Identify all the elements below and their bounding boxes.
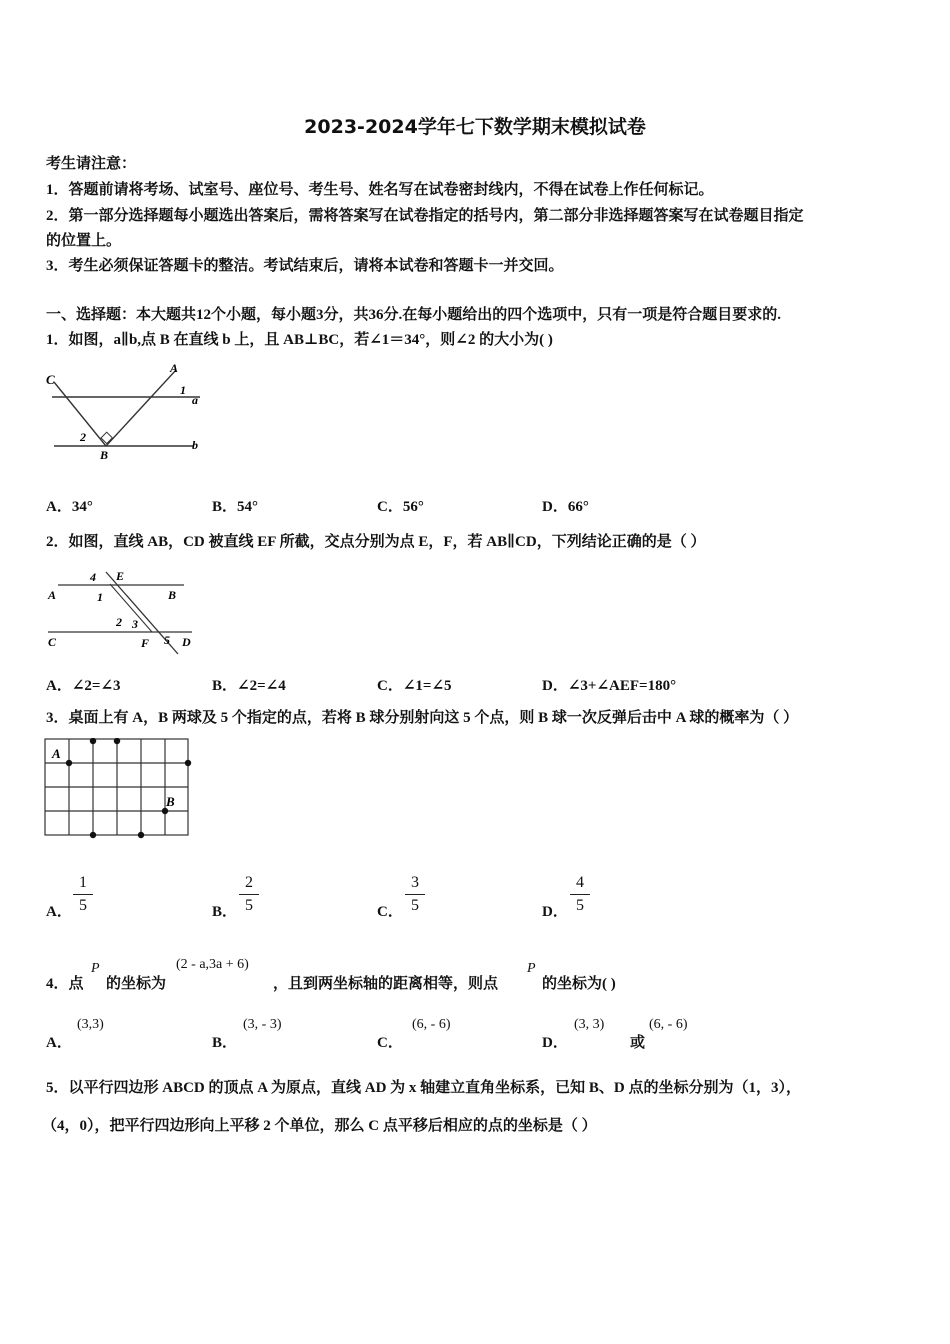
q1-label-line-a: a bbox=[192, 393, 198, 407]
fraction-bar bbox=[570, 894, 590, 895]
q4-point-p: P bbox=[91, 961, 100, 976]
q4-option-a-value[interactable]: (3,3) bbox=[77, 1017, 104, 1032]
q1-label-2: 2 bbox=[80, 430, 86, 444]
q3-option-a-den: 5 bbox=[79, 897, 87, 914]
q1-option-c[interactable]: C．56° bbox=[377, 499, 424, 515]
q2-label-c: C bbox=[48, 635, 57, 649]
notice-item-2-cont: 的位置上。 bbox=[46, 233, 122, 249]
q3-option-b-fraction[interactable] bbox=[239, 874, 259, 915]
q2-option-b[interactable]: B．∠2=∠4 bbox=[212, 678, 286, 694]
q4-option-c-letter[interactable]: C． bbox=[377, 1035, 403, 1051]
notice-heading: 考生请注意： bbox=[46, 156, 137, 172]
q4-part3: ，且到两坐标轴的距离相等，则点 bbox=[273, 976, 499, 992]
q3-option-d-den: 5 bbox=[576, 897, 584, 914]
q1-label-1: 1 bbox=[180, 383, 186, 397]
q2-label-3: 3 bbox=[132, 617, 138, 631]
section-heading: 一、选择题：本大题共12个小题，每小题3分，共36分.在每小题给出的四个选项中，只有一项是符合题目要求的. bbox=[46, 307, 782, 323]
q3-option-b-letter[interactable]: B． bbox=[212, 904, 238, 920]
q4-option-d-or: 或 bbox=[630, 1035, 646, 1051]
q2-label-e: E bbox=[116, 569, 125, 583]
q4-point-p-2: P bbox=[527, 961, 536, 976]
q3-label-a: A bbox=[52, 746, 61, 761]
q4-option-b-letter[interactable]: B． bbox=[212, 1035, 238, 1051]
q3-option-b-den: 5 bbox=[245, 897, 253, 914]
q4-option-d-value2[interactable]: (6, - 6) bbox=[649, 1017, 688, 1032]
q5-line-1: 5．以平行四边形 ABCD 的顶点 A 为原点，直线 AD 为 x 轴建立直角坐标系，已知 B、D 点的坐标分别为（1，3）， bbox=[46, 1080, 802, 1096]
notice-item-3: 3．考生必须保证答题卡的整洁。考试结束后，请将本试卷和答题卡一并交回。 bbox=[46, 258, 564, 274]
fraction-bar bbox=[73, 894, 93, 895]
q4-option-d-letter[interactable]: D． bbox=[542, 1035, 568, 1051]
q3-label-b: B bbox=[166, 794, 175, 809]
q3-option-a-letter[interactable]: A． bbox=[46, 904, 72, 920]
q2-label-5: 5 bbox=[164, 633, 170, 647]
q2-label-d: D bbox=[182, 635, 191, 649]
q2-label-a: A bbox=[48, 588, 57, 602]
q4-option-d-value[interactable]: (3, 3) bbox=[574, 1017, 605, 1032]
page-title: 2023-2024学年七下数学期末模拟试卷 bbox=[304, 116, 646, 138]
q2-label-f: F bbox=[141, 636, 150, 650]
q1-option-d[interactable]: D．66° bbox=[542, 499, 589, 515]
fraction-bar bbox=[405, 894, 425, 895]
q3-option-d-fraction[interactable] bbox=[570, 874, 590, 915]
q3-figure bbox=[44, 738, 196, 842]
q2-figure bbox=[44, 560, 204, 660]
q4-coordinate: (2 - a,3a + 6) bbox=[176, 957, 249, 972]
q4-part1: 4．点 bbox=[46, 976, 84, 992]
q1-label-a: A bbox=[170, 361, 179, 375]
q1-label-c: C bbox=[46, 372, 55, 387]
q1-option-b[interactable]: B．54° bbox=[212, 499, 259, 515]
q3-option-c-letter[interactable]: C． bbox=[377, 904, 403, 920]
q4-part4: 的坐标为( ) bbox=[542, 976, 616, 992]
q1-label-line-b: b bbox=[192, 438, 198, 452]
q3-option-a-fraction[interactable] bbox=[73, 874, 93, 915]
q2-label-b: B bbox=[168, 588, 177, 602]
q2-option-a[interactable]: A．∠2=∠3 bbox=[46, 678, 121, 694]
q3-option-b-num: 2 bbox=[245, 874, 253, 891]
q3-option-c-fraction[interactable] bbox=[405, 874, 425, 915]
q5-line-2: （4，0），把平行四边形向上平移 2 个单位，那么 C 点平移后相应的点的坐标是（ ） bbox=[42, 1118, 597, 1134]
fraction-bar bbox=[239, 894, 259, 895]
q4-part2: 的坐标为 bbox=[106, 976, 167, 992]
q4-option-a-letter[interactable]: A． bbox=[46, 1035, 72, 1051]
notice-item-1: 1．答题前请将考场、试室号、座位号、考生号、姓名写在试卷密封线内，不得在试卷上作任何标记。 bbox=[46, 182, 714, 198]
q3-option-a-num: 1 bbox=[79, 874, 87, 891]
q3-option-c-den: 5 bbox=[411, 897, 419, 914]
q2-option-c[interactable]: C．∠1=∠5 bbox=[377, 678, 452, 694]
q2-label-2: 2 bbox=[116, 615, 122, 629]
q2-label-1: 1 bbox=[97, 590, 103, 604]
q1-label-b: B bbox=[100, 448, 109, 460]
q2-stem: 2．如图，直线 AB，CD 被直线 EF 所截，交点分别为点 E，F，若 AB∥CD，下列结论正确的是（ ） bbox=[46, 534, 706, 550]
q3-option-d-letter[interactable]: D． bbox=[542, 904, 568, 920]
q4-option-b-value[interactable]: (3, - 3) bbox=[243, 1017, 282, 1032]
q4-option-c-value[interactable]: (6, - 6) bbox=[412, 1017, 451, 1032]
q1-option-a[interactable]: A．34° bbox=[46, 499, 93, 515]
q3-stem: 3．桌面上有 A，B 两球及 5 个指定的点，若将 B 球分别射向这 5 个点，则 B 球一次反弹后击中 A 球的概率为（ ） bbox=[46, 710, 799, 726]
q2-option-d[interactable]: D．∠3+∠AEF=180° bbox=[542, 678, 677, 694]
q3-option-d-num: 4 bbox=[576, 874, 584, 891]
notice-item-2: 2．第一部分选择题每小题选出答案后，需将答案写在试卷指定的括号内，第二部分非选择题答案写在试卷题目指定 bbox=[46, 208, 804, 224]
q3-option-c-num: 3 bbox=[411, 874, 419, 891]
q2-label-4: 4 bbox=[90, 570, 96, 584]
q1-figure bbox=[44, 360, 204, 460]
q1-stem: 1．如图，a∥b,点 B 在直线 b 上，且 AB⊥BC，若∠1＝34°，则∠2 的大小为( ) bbox=[46, 332, 553, 348]
